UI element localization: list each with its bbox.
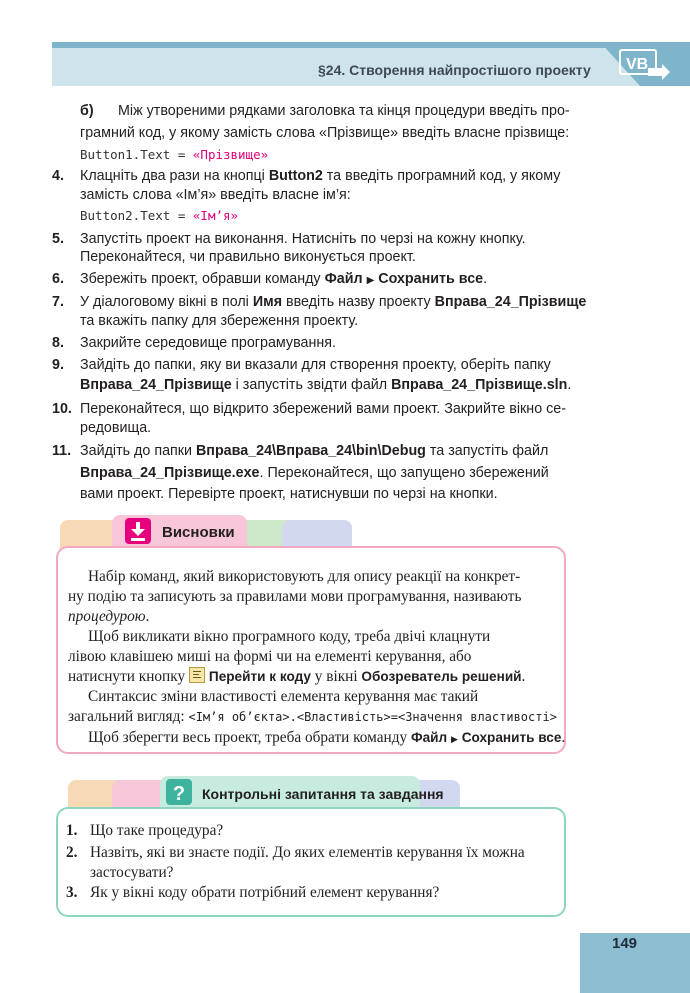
step-number: 5. — [52, 231, 64, 247]
header-stripe — [52, 42, 690, 48]
step-text: грамний код, у якому замість слова «Прізвище» введіть власне прізвище: — [80, 125, 570, 141]
page-title: §24. Створення найпростішого проекту — [318, 62, 591, 78]
step-text: Вправа_24_Прізвище і запустіть звідти файл Вправа_24_Прізвище.sln. — [80, 377, 572, 393]
step-text: редовища. — [80, 420, 152, 436]
conclusion-text: Щоб зберегти весь проект, треба обрати команду Файл ▶ Сохранить все. — [88, 729, 566, 746]
question-text: Що таке процедура? — [90, 822, 224, 839]
code-line: Button1.Text = «Прізвище» — [80, 147, 269, 162]
conclusion-text: Синтаксис зміни властивості елемента керування має такий — [88, 688, 479, 705]
step-label: б) — [80, 103, 94, 119]
question-text: Як у вікні коду обрати потрібний елемент керування? — [90, 884, 440, 901]
vb-badge-icon — [600, 42, 690, 86]
page-number: 149 — [612, 935, 638, 952]
conclusion-text: Щоб викликати вікно програмного коду, треба двічі клацнути — [88, 628, 491, 645]
conclusion-text: лівою клавішею миші на формі чи на елементі керування, або — [68, 648, 472, 665]
menu-arrow-icon: ▶ — [366, 275, 375, 286]
step-number: 8. — [52, 335, 64, 351]
step-number: 10. — [52, 401, 72, 417]
questions-title: Контрольні запитання та завдання — [202, 786, 444, 802]
step-text: Між утвореними рядками заголовка та кінця процедури введіть про- — [118, 103, 570, 119]
conclusions-title: Висновки — [162, 524, 235, 541]
conclusion-text: ну подію та записують за правилами мови програмування, називають — [68, 588, 522, 605]
question-number: 3. — [66, 884, 78, 901]
question-text: Назвіть, які ви знаєте події. До яких елементів керування їх можна — [90, 844, 525, 861]
conclusion-text: загальний вигляд: <Ім’я об’єкта>.<Властивість>=<Значення властивості> — [68, 708, 557, 725]
vb-badge-label: VB — [626, 56, 649, 73]
step-text: вами проект. Перевірте проект, натиснувши по черзі на кнопки. — [80, 486, 498, 502]
question-number: 1. — [66, 822, 78, 839]
step-text: Клацніть два рази на кнопці Button2 та введіть програмний код, у якому — [80, 168, 561, 184]
step-text: та вкажіть папку для збереження проекту. — [80, 313, 359, 329]
code-line: Button2.Text = «Ім’я» — [80, 208, 239, 223]
question-text: застосувати? — [90, 864, 174, 881]
download-icon — [124, 517, 152, 545]
step-text: Переконайтеся, чи правильно виконується проект. — [80, 249, 416, 265]
step-text: Збережіть проект, обравши команду Файл ▶ Сохранить все. — [80, 271, 488, 287]
step-text: Запустіть проект на виконання. Натисніть по черзі на кожну кнопку. — [80, 231, 526, 247]
step-number: 7. — [52, 294, 64, 310]
question-icon — [165, 778, 193, 806]
step-number: 6. — [52, 271, 64, 287]
step-text: Зайдіть до папки Вправа_24\Вправа_24\bin\Debug та запустіть файл — [80, 443, 549, 459]
step-text: Зайдіть до папки, яку ви вказали для створення проекту, оберіть папку — [80, 357, 551, 373]
svg-text:?: ? — [172, 783, 186, 805]
step-text: Закрийте середовище програмування. — [80, 335, 336, 351]
step-number: 4. — [52, 168, 64, 184]
step-text: У діалоговому вікні в полі Имя введіть назву проекту Вправа_24_Прізвище — [80, 294, 587, 310]
menu-arrow-icon: ▶ — [450, 734, 458, 744]
step-number: 11. — [52, 443, 72, 459]
conclusion-text: процедурою. — [68, 608, 150, 625]
step-text: Вправа_24_Прізвище.exe. Переконайтеся, що запущено збережений — [80, 465, 549, 481]
conclusion-text: Набір команд, який використовують для опису реакції на конкрет- — [88, 568, 521, 585]
step-number: 9. — [52, 357, 64, 373]
step-text: замість слова «Ім’я» введіть власне ім’я: — [80, 187, 351, 203]
question-number: 2. — [66, 844, 78, 861]
step-text: Переконайтеся, що відкрито збережений вами проект. Закрийте вікно се- — [80, 401, 566, 417]
conclusion-text: натиснути кнопку Перейти к коду у вікні Обозреватель решений. — [68, 668, 526, 685]
view-code-icon — [189, 667, 205, 683]
